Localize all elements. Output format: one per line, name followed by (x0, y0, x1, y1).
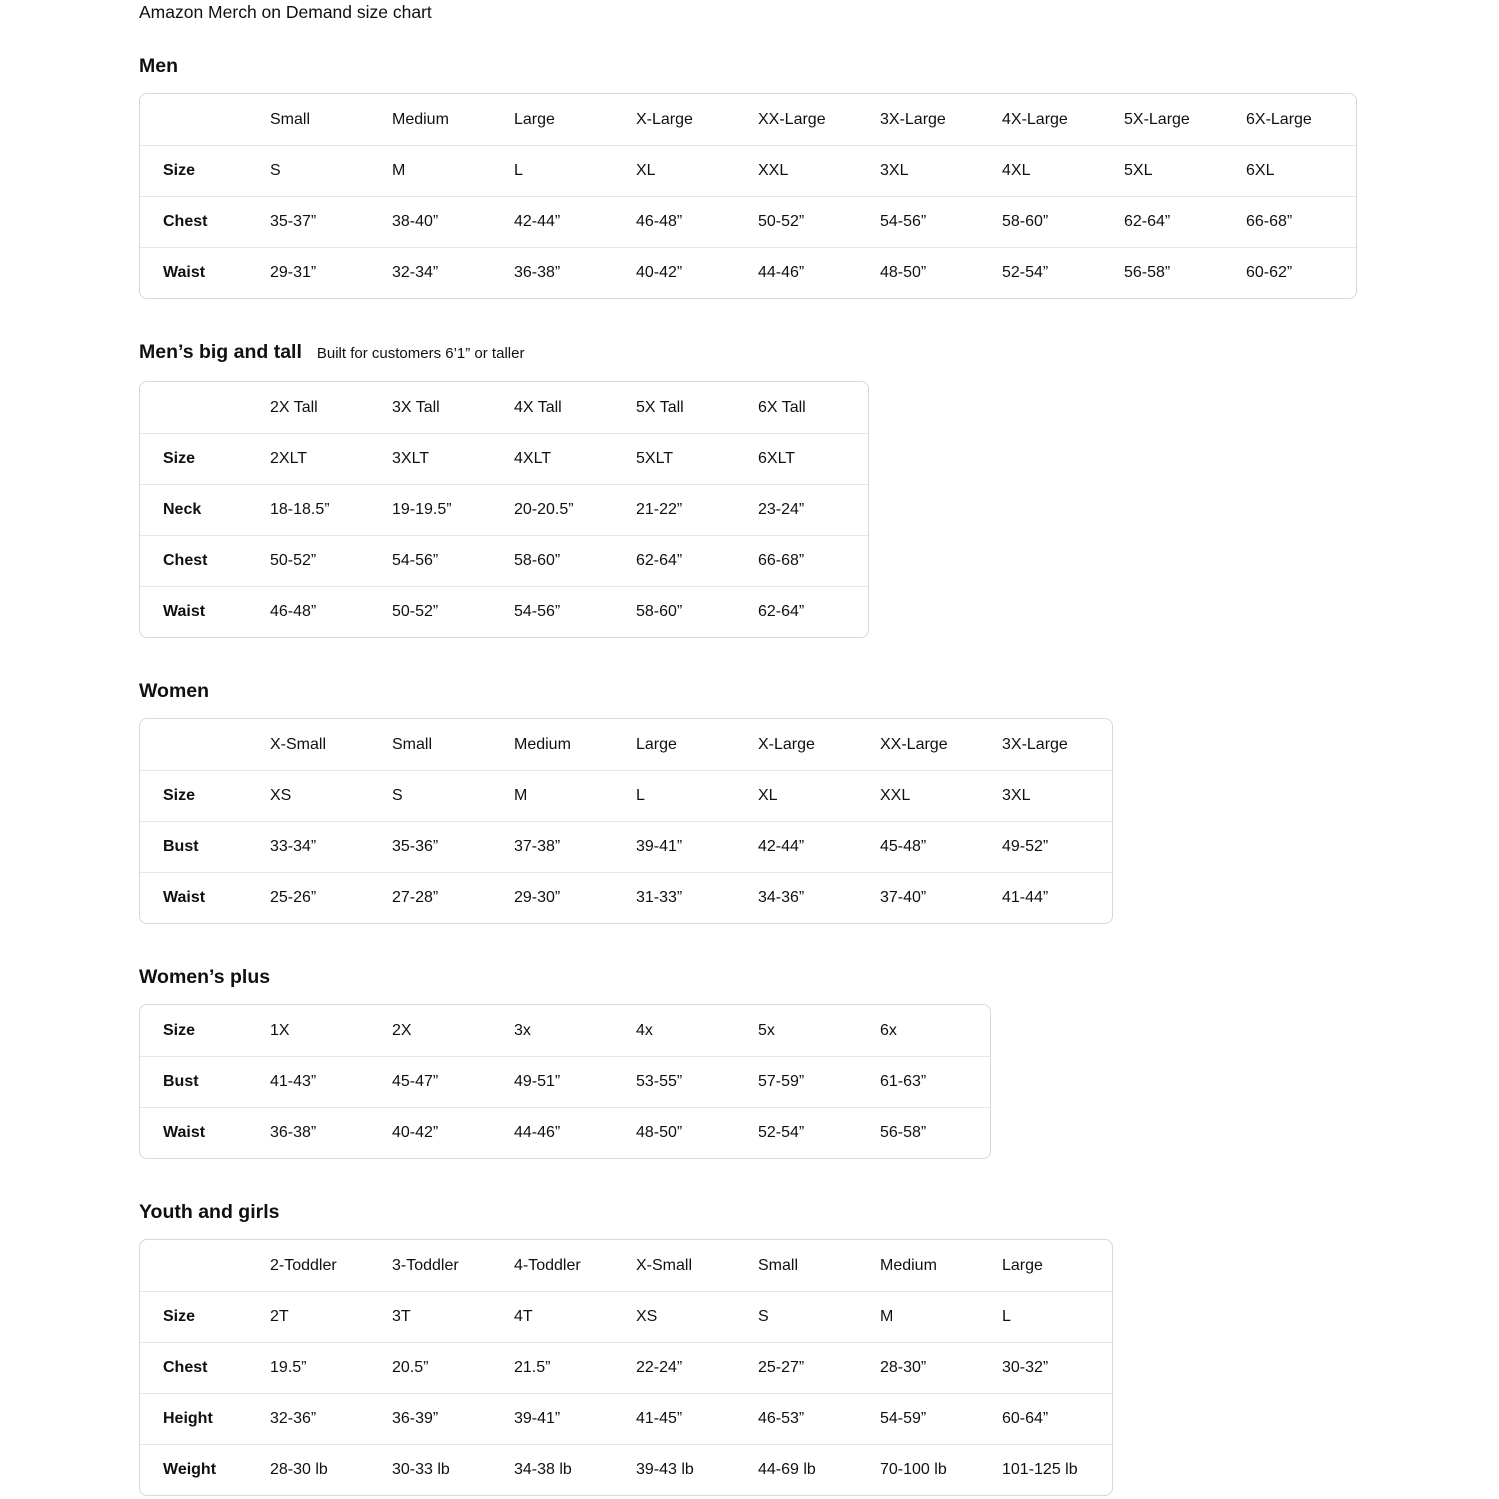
table-cell: 62-64” (624, 535, 746, 586)
table-cell: 28-30 lb (258, 1444, 380, 1495)
table-cell: 46-48” (624, 196, 746, 247)
table-cell: 58-60” (990, 196, 1112, 247)
section-heading-womens-plus (139, 965, 1499, 989)
table-cell: 19-19.5” (380, 484, 502, 535)
column-header-row (140, 382, 868, 433)
table-row-height (140, 1393, 1112, 1444)
table-cell: 101-125 lb (990, 1444, 1112, 1495)
table-cell: 60-64” (990, 1393, 1112, 1444)
table-cell: 18-18.5” (258, 484, 380, 535)
table-cell: 30-32” (990, 1342, 1112, 1393)
column-header-cell: 3X-Large (1002, 735, 1068, 753)
table-cell: 20-20.5” (502, 484, 624, 535)
table-cell: L (624, 770, 746, 821)
row-label-cell: Height (140, 1393, 258, 1444)
table-cell: L (990, 1291, 1112, 1342)
row-label-cell: Size (140, 770, 258, 821)
table-cell: 30-33 lb (380, 1444, 502, 1495)
table-row-weight (140, 1444, 1112, 1495)
column-header-cell: Medium (880, 1256, 937, 1274)
table-cell: 56-58” (1112, 247, 1234, 298)
table-cell: 42-44” (746, 821, 868, 872)
page-title: Amazon Merch on Demand size chart (139, 2, 432, 22)
table-cell: 41-43” (258, 1056, 380, 1107)
table-cell: 46-48” (258, 586, 380, 637)
table-cell: 50-52” (746, 196, 868, 247)
table-cell: 40-42” (380, 1107, 502, 1158)
table-cell: 25-27” (746, 1342, 868, 1393)
table-cell: 39-41” (502, 1393, 624, 1444)
table-row-waist (140, 586, 868, 637)
size-table-youth-and-girls (139, 1239, 1113, 1496)
column-header-cell: Medium (392, 110, 449, 128)
row-label-cell: Waist (140, 586, 258, 637)
size-table-womens-plus (139, 1004, 991, 1159)
table-cell: 56-58” (868, 1107, 990, 1158)
table-cell: 28-30” (868, 1342, 990, 1393)
table-cell: 36-39” (380, 1393, 502, 1444)
table-cell: 58-60” (624, 586, 746, 637)
row-label-cell: Waist (140, 247, 258, 298)
table-cell: 32-34” (380, 247, 502, 298)
table-cell: 54-56” (380, 535, 502, 586)
size-table-men (139, 93, 1357, 299)
table-row-chest (140, 196, 1356, 247)
table-cell: 31-33” (624, 872, 746, 923)
table-cell: 45-47” (380, 1056, 502, 1107)
table-cell: XXL (746, 145, 868, 196)
section-men (139, 54, 1499, 299)
table-cell: 54-56” (502, 586, 624, 637)
table-cell: 33-34” (258, 821, 380, 872)
table-cell: 23-24” (746, 484, 868, 535)
table-cell: 3x (514, 1021, 531, 1039)
column-header-cell: X-Large (758, 735, 815, 753)
column-header-cell: Large (514, 110, 555, 128)
table-cell: 20.5” (380, 1342, 502, 1393)
table-row-chest (140, 535, 868, 586)
table-cell: 39-43 lb (624, 1444, 746, 1495)
table-cell: 45-48” (868, 821, 990, 872)
table-cell: 50-52” (258, 535, 380, 586)
table-cell: 5XLT (624, 433, 746, 484)
table-cell: 37-40” (868, 872, 990, 923)
table-row-waist (140, 872, 1112, 923)
row-label-cell: Bust (140, 821, 258, 872)
table-cell: 48-50” (868, 247, 990, 298)
table-cell: 38-40” (380, 196, 502, 247)
table-cell: 40-42” (624, 247, 746, 298)
table-cell: 2T (258, 1291, 380, 1342)
row-label-cell: Waist (140, 872, 258, 923)
column-header-cell: Medium (514, 735, 571, 753)
column-header-cell: XX-Large (758, 110, 826, 128)
table-cell: 61-63” (868, 1056, 990, 1107)
section-heading-women (139, 679, 1499, 703)
column-header-cell: 6X Tall (758, 398, 806, 416)
table-cell: 48-50” (624, 1107, 746, 1158)
column-header-cell: 3X Tall (392, 398, 440, 416)
table-cell: XL (624, 145, 746, 196)
table-cell: 6XL (1234, 145, 1356, 196)
table-row-waist (140, 247, 1356, 298)
table-cell: 34-36” (746, 872, 868, 923)
table-cell: 54-59” (868, 1393, 990, 1444)
size-table-mens-big-and-tall (139, 381, 869, 638)
table-cell: 35-37” (258, 196, 380, 247)
table-row-size (140, 433, 868, 484)
corner-cell (140, 94, 258, 145)
column-header-cell: 6X-Large (1246, 110, 1312, 128)
table-cell: 54-56” (868, 196, 990, 247)
column-header-cell: 2X Tall (270, 398, 318, 416)
section-heading-text: Women’s plus (139, 966, 271, 988)
table-cell: 50-52” (380, 586, 502, 637)
table-cell: 21.5” (502, 1342, 624, 1393)
table-cell: 3T (380, 1291, 502, 1342)
section-youth-and-girls (139, 1200, 1499, 1496)
table-cell: 37-38” (502, 821, 624, 872)
table-cell: 3XL (990, 770, 1112, 821)
section-heading-text: Women (139, 680, 210, 702)
column-header-row (140, 1240, 1112, 1291)
table-row-waist (140, 1107, 990, 1158)
column-header-cell: 3X-Large (880, 110, 946, 128)
table-cell: 29-30” (502, 872, 624, 923)
column-header-cell: X-Small (636, 1256, 693, 1274)
row-label-cell: Neck (140, 484, 258, 535)
table-cell: 4x (636, 1021, 653, 1039)
table-cell: S (746, 1291, 868, 1342)
table-cell: 21-22” (624, 484, 746, 535)
section-heading-youth-and-girls (139, 1200, 1499, 1224)
column-header-cell: X-Large (636, 110, 693, 128)
table-cell: 3XL (868, 145, 990, 196)
table-cell: M (380, 145, 502, 196)
column-header-cell: 5X Tall (636, 398, 684, 416)
table-cell: XS (624, 1291, 746, 1342)
table-cell: 2XLT (258, 433, 380, 484)
corner-cell (140, 382, 258, 433)
row-label-cell: Chest (140, 535, 258, 586)
table-cell: 41-44” (990, 872, 1112, 923)
column-header-cell: Small (270, 110, 311, 128)
table-cell: 4XL (990, 145, 1112, 196)
section-subtitle: Built for customers 6’1” or taller (316, 345, 525, 362)
section-mens-big-and-tall (139, 340, 1499, 638)
table-cell: 62-64” (1112, 196, 1234, 247)
table-cell: 32-36” (258, 1393, 380, 1444)
table-cell: 36-38” (258, 1107, 380, 1158)
table-cell: 4T (502, 1291, 624, 1342)
column-header-cell: 4X Tall (514, 398, 562, 416)
table-cell: 27-28” (380, 872, 502, 923)
column-header-cell: Large (1002, 1256, 1043, 1274)
column-header-cell: 3-Toddler (392, 1256, 459, 1274)
table-cell: 29-31” (258, 247, 380, 298)
table-row-neck (140, 484, 868, 535)
table-cell: 44-46” (746, 247, 868, 298)
table-row-size (140, 1291, 1112, 1342)
table-cell: 53-55” (624, 1056, 746, 1107)
table-cell: 3XLT (380, 433, 502, 484)
section-heading-text: Men’s big and tall (139, 341, 302, 363)
row-label-cell: Size (140, 1291, 258, 1342)
table-cell: 5x (758, 1021, 775, 1039)
column-header-cell: XX-Large (880, 735, 948, 753)
section-heading-men (139, 54, 1499, 78)
table-cell: 49-52” (990, 821, 1112, 872)
column-header-cell: 4-Toddler (514, 1256, 581, 1274)
table-cell: 35-36” (380, 821, 502, 872)
table-cell: 34-38 lb (502, 1444, 624, 1495)
corner-cell (140, 719, 258, 770)
table-cell: S (380, 770, 502, 821)
table-cell: 58-60” (502, 535, 624, 586)
table-cell: 5XL (1112, 145, 1234, 196)
table-row-chest (140, 1342, 1112, 1393)
table-cell: 4XLT (502, 433, 624, 484)
table-cell: 36-38” (502, 247, 624, 298)
table-row-size (140, 1005, 990, 1056)
column-header-cell: 2-Toddler (270, 1256, 337, 1274)
table-row-bust (140, 1056, 990, 1107)
table-cell: 6XLT (746, 433, 868, 484)
row-label-cell: Weight (140, 1444, 258, 1495)
column-header-cell: 5X-Large (1124, 110, 1190, 128)
column-header-row (140, 719, 1112, 770)
section-heading-mens-big-and-tall (139, 340, 1499, 366)
table-cell: 42-44” (502, 196, 624, 247)
row-label-cell: Bust (140, 1056, 258, 1107)
table-row-size (140, 145, 1356, 196)
column-header-cell: Small (392, 735, 433, 753)
table-cell: 52-54” (746, 1107, 868, 1158)
table-cell: 2X (392, 1021, 412, 1039)
table-cell: XXL (868, 770, 990, 821)
row-label-cell: Chest (140, 1342, 258, 1393)
column-header-cell: X-Small (270, 735, 327, 753)
section-heading-text: Youth and girls (139, 1201, 280, 1223)
section-heading-text: Men (139, 55, 178, 77)
corner-cell (140, 1240, 258, 1291)
table-cell: 52-54” (990, 247, 1112, 298)
table-cell: 44-69 lb (746, 1444, 868, 1495)
table-cell: XS (258, 770, 380, 821)
table-row-size (140, 770, 1112, 821)
table-cell: 39-41” (624, 821, 746, 872)
table-cell: 1X (270, 1021, 290, 1039)
column-header-row (140, 94, 1356, 145)
table-cell: 46-53” (746, 1393, 868, 1444)
size-table-women (139, 718, 1113, 924)
table-cell: 70-100 lb (868, 1444, 990, 1495)
row-label-cell: Waist (140, 1107, 258, 1158)
table-cell: 49-51” (502, 1056, 624, 1107)
table-cell: M (502, 770, 624, 821)
table-cell: 25-26” (258, 872, 380, 923)
table-cell: 57-59” (746, 1056, 868, 1107)
size-chart-sections (139, 54, 1499, 1496)
column-header-cell: 4X-Large (1002, 110, 1068, 128)
table-cell: 66-68” (746, 535, 868, 586)
row-label-cell: Chest (140, 196, 258, 247)
table-cell: S (258, 145, 380, 196)
table-cell: XL (746, 770, 868, 821)
table-cell: 62-64” (746, 586, 868, 637)
table-cell: 44-46” (502, 1107, 624, 1158)
column-header-cell: Small (758, 1256, 799, 1274)
table-cell: 41-45” (624, 1393, 746, 1444)
row-label-cell: Size (163, 1021, 196, 1039)
table-row-bust (140, 821, 1112, 872)
section-women (139, 679, 1499, 924)
column-header-cell: Large (636, 735, 677, 753)
table-cell: M (868, 1291, 990, 1342)
row-label-cell: Size (140, 145, 258, 196)
table-cell: 66-68” (1234, 196, 1356, 247)
section-womens-plus (139, 965, 1499, 1159)
table-cell: 22-24” (624, 1342, 746, 1393)
row-label-cell: Size (140, 433, 258, 484)
table-cell: L (502, 145, 624, 196)
table-cell: 6x (880, 1021, 897, 1039)
table-cell: 60-62” (1234, 247, 1356, 298)
table-cell: 19.5” (258, 1342, 380, 1393)
